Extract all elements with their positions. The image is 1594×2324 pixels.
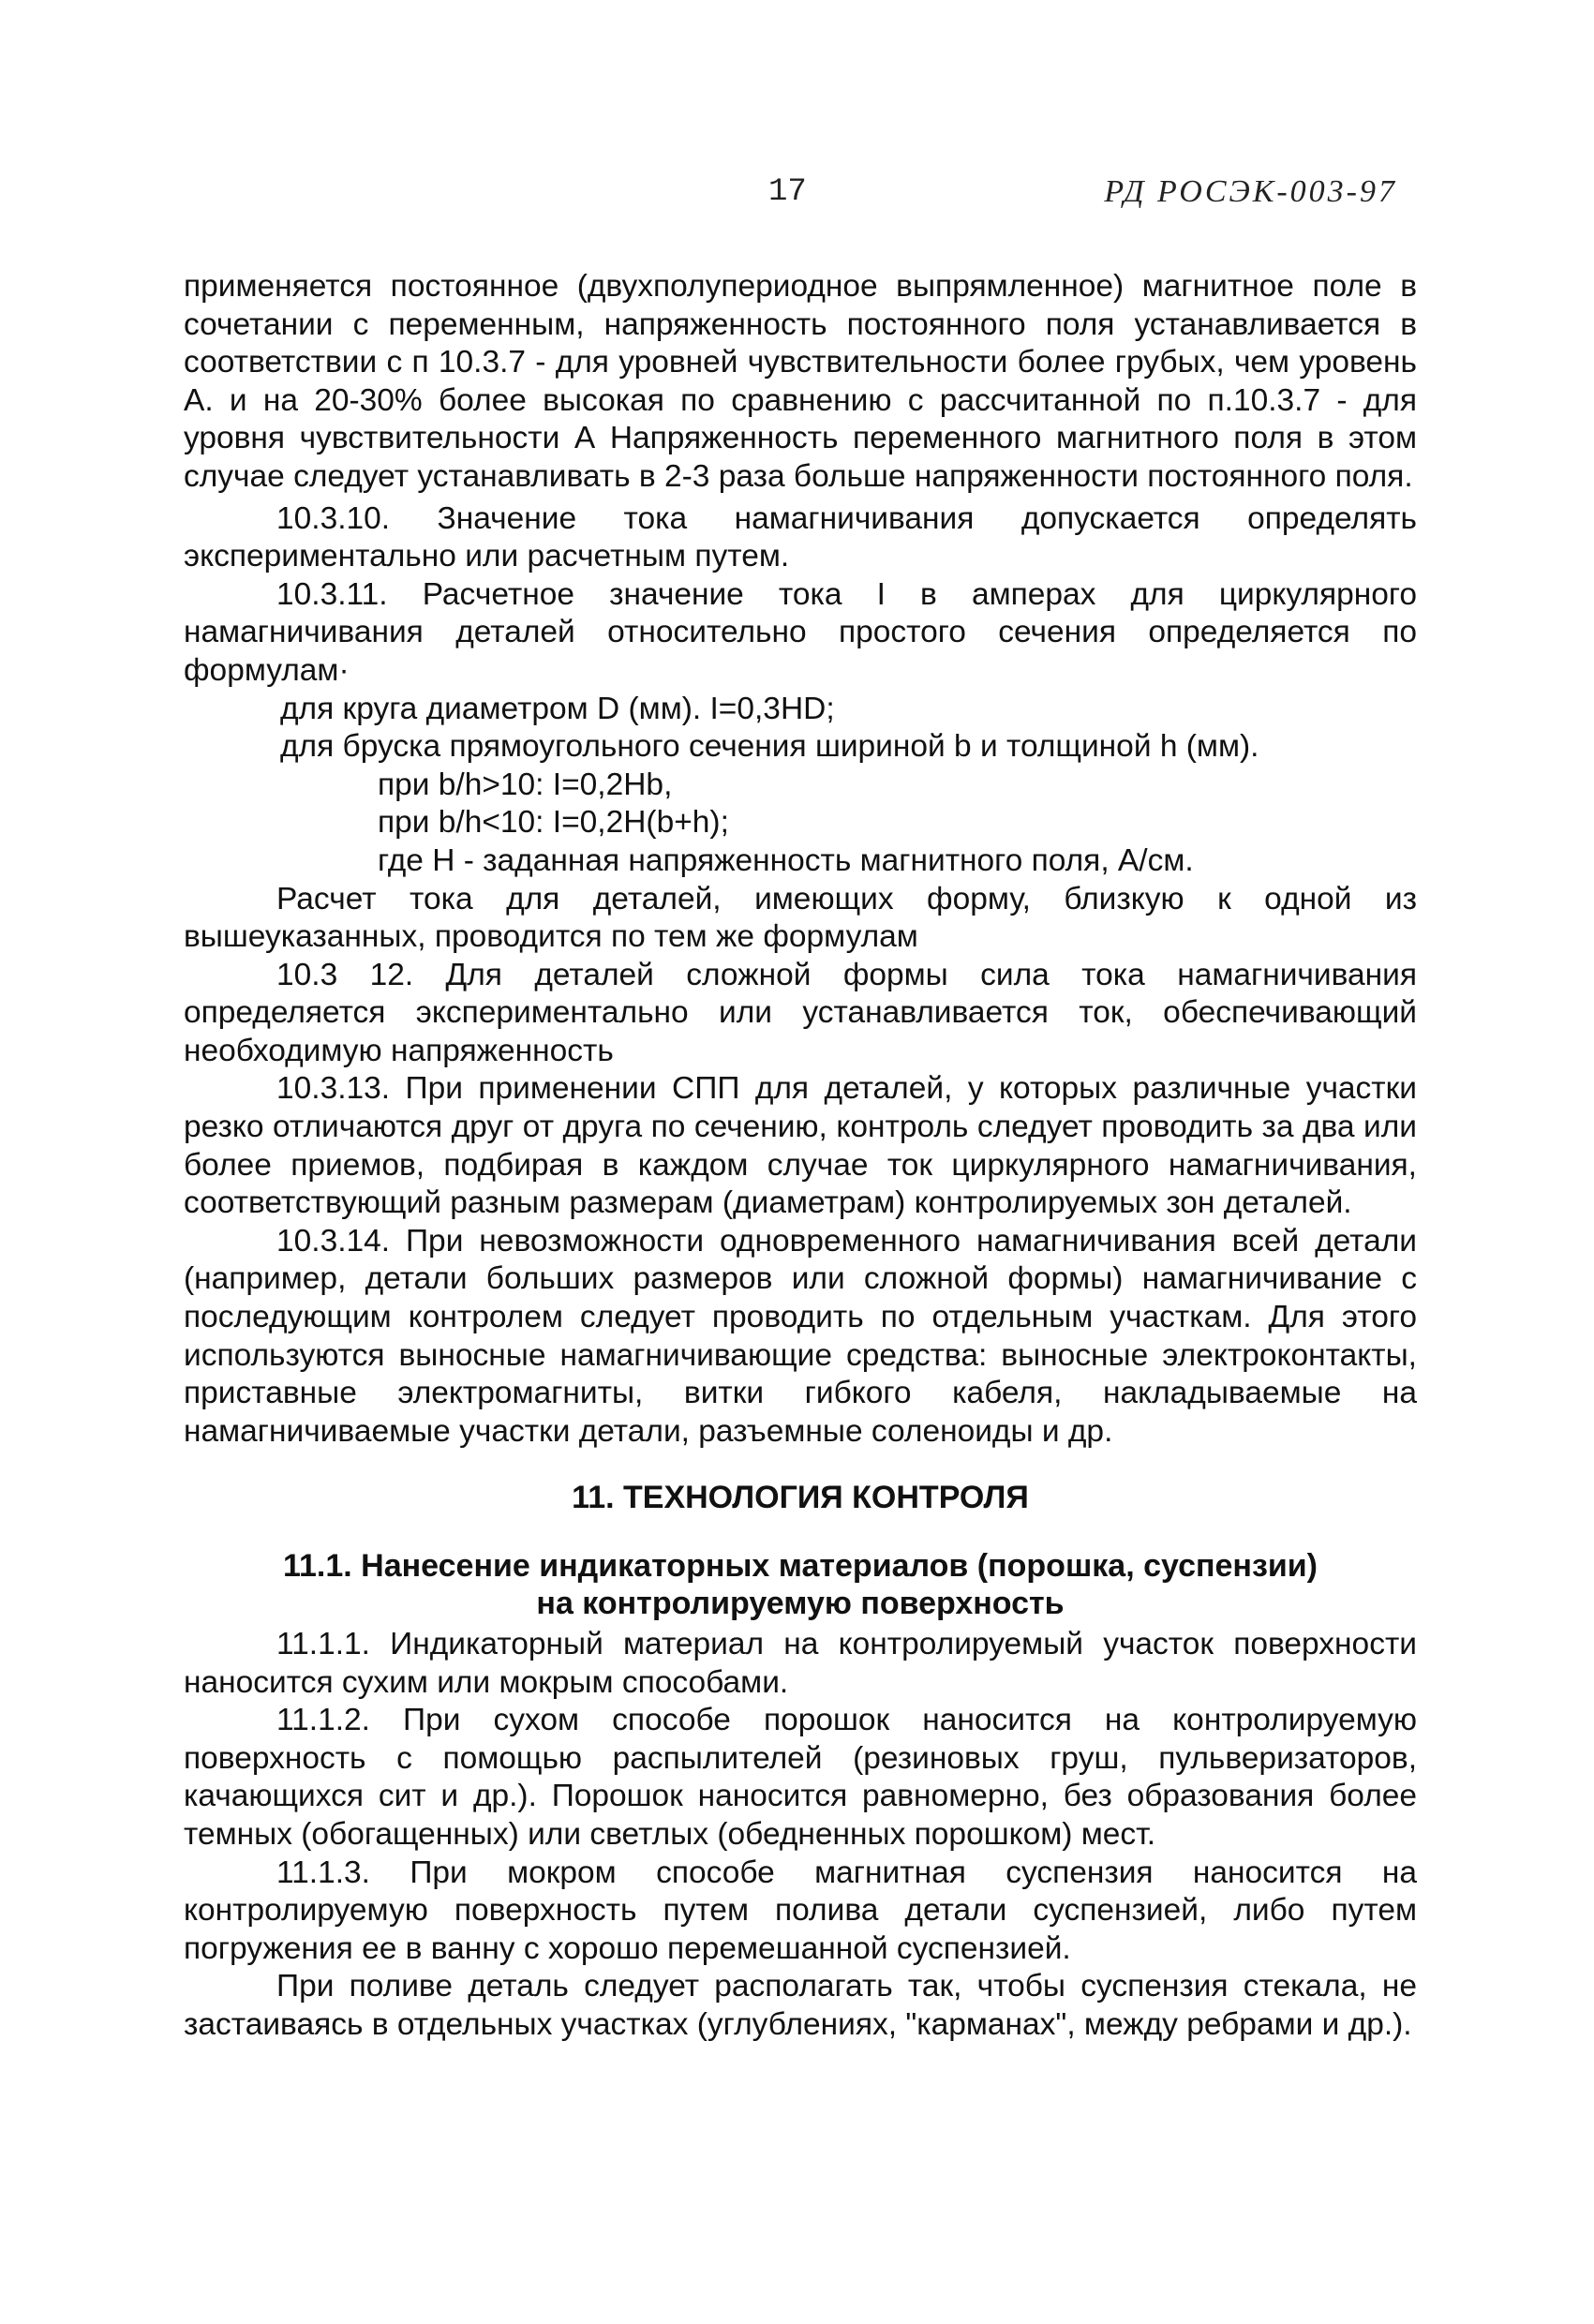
subsection-heading bbox=[184, 1547, 1417, 1622]
formula-line: для круга диаметром D (мм). I=0,3HD; bbox=[280, 691, 835, 726]
paragraph: 10.3.11. Расчетное значение тока I в амперах для циркулярного намагничивания деталей относительно простого сечения определяется по формулам· bbox=[184, 576, 1417, 688]
page-header bbox=[0, 174, 1594, 221]
formula-line: для бруска прямоугольного сечения шириной b и толщиной h (мм). bbox=[280, 729, 1259, 765]
section-heading: 11. ТЕХНОЛОГИЯ КОНТРОЛЯ bbox=[572, 1480, 1029, 1516]
subsection-heading-line2: на контролируемую поверхность bbox=[536, 1586, 1065, 1621]
formula-line: при b/h<10: I=0,2H(b+h); bbox=[378, 805, 729, 841]
paragraph: 10.3.14. При невозможности одновременного намагничивания всей детали (например, детали больших размеров или сложной формы) намагничивание с последующим контролем следует проводить по отдельным участкам. Для этого используются выносные намагничивающие средства: выносные электроконтакты, приставные электромагниты, витки гибкого кабеля, накладываемые на намагничиваемые участки детали, разъемные соленоиды и др. bbox=[184, 1223, 1417, 1449]
paragraph: применяется постоянное (двухполупериодное выпрямленное) магнитное поле в сочетании с переменным, напряженность постоянного поля устанавливается в соответствии с п 10.3.7 - для уровней чувствительности более грубых, чем уровень А. и на 20-30% более высокая по сравнению с рассчитанной по п.10.3.7 - для уровня чувствительности А Напряженность переменного магнитного поля в этом случае следует устанавливать в 2-3 раза больше напряженности постоянного поля. bbox=[184, 269, 1417, 494]
document-body bbox=[184, 268, 1417, 2045]
paragraph: Расчет тока для деталей, имеющих форму, близкую к одной из вышеуказанных, проводится по тем же формулам bbox=[184, 881, 1417, 955]
paragraph: 10.3.13. При применении СПП для деталей, у которых различные участки резко отличаются друг от друга по сечению, контроль следует проводить за два или более приемов, подбирая в каждом случае ток циркулярного намагничивания, соответствующий разным размерам (диаметрам) контролируемых зон деталей. bbox=[184, 1071, 1417, 1221]
paragraph: 11.1.1. Индикаторный материал на контролируемый участок поверхности наносится сухим или мокрым способами. bbox=[184, 1627, 1417, 1700]
subsection-heading-line1: 11.1. Нанесение индикаторных материалов (порошка, суспензии) bbox=[282, 1548, 1318, 1584]
formula-line: где H - заданная напряженность магнитного поля, А/см. bbox=[378, 842, 1194, 878]
page-number: 17 bbox=[768, 174, 807, 210]
formula-line: при b/h>10: I=0,2Hb, bbox=[378, 767, 673, 802]
paragraph: 10.3.10. Значение тока намагничивания допускается определять экспериментально или расчетным путем. bbox=[184, 500, 1417, 574]
paragraph: 11.1.3. При мокром способе магнитная суспензия наносится на контролируемую поверхность путем полива детали суспензией, либо путем погружения ее в ванну с хорошо перемешанной суспензией. bbox=[184, 1855, 1417, 1966]
paragraph: При поливе деталь следует располагать так, чтобы суспензия стекала, не застаиваясь в отдельных участках (углублениях, "карманах", между ребрами и др.). bbox=[184, 1969, 1417, 2042]
document-code: РД РОСЭК-003-97 bbox=[1104, 174, 1397, 209]
paragraph: 10.3 12. Для деталей сложной формы сила тока намагничивания определяется экспериментально или устанавливается ток, обеспечивающий необходимую напряженность bbox=[184, 957, 1417, 1068]
paragraph: 11.1.2. При сухом способе порошок наносится на контролируемую поверхность с помощью распылителей (резиновых груш, пульверизаторов, качающихся сит и др.). Порошок наносится равномерно, без образования более темных (обогащенных) или светлых (обедненных порошком) мест. bbox=[184, 1703, 1417, 1852]
